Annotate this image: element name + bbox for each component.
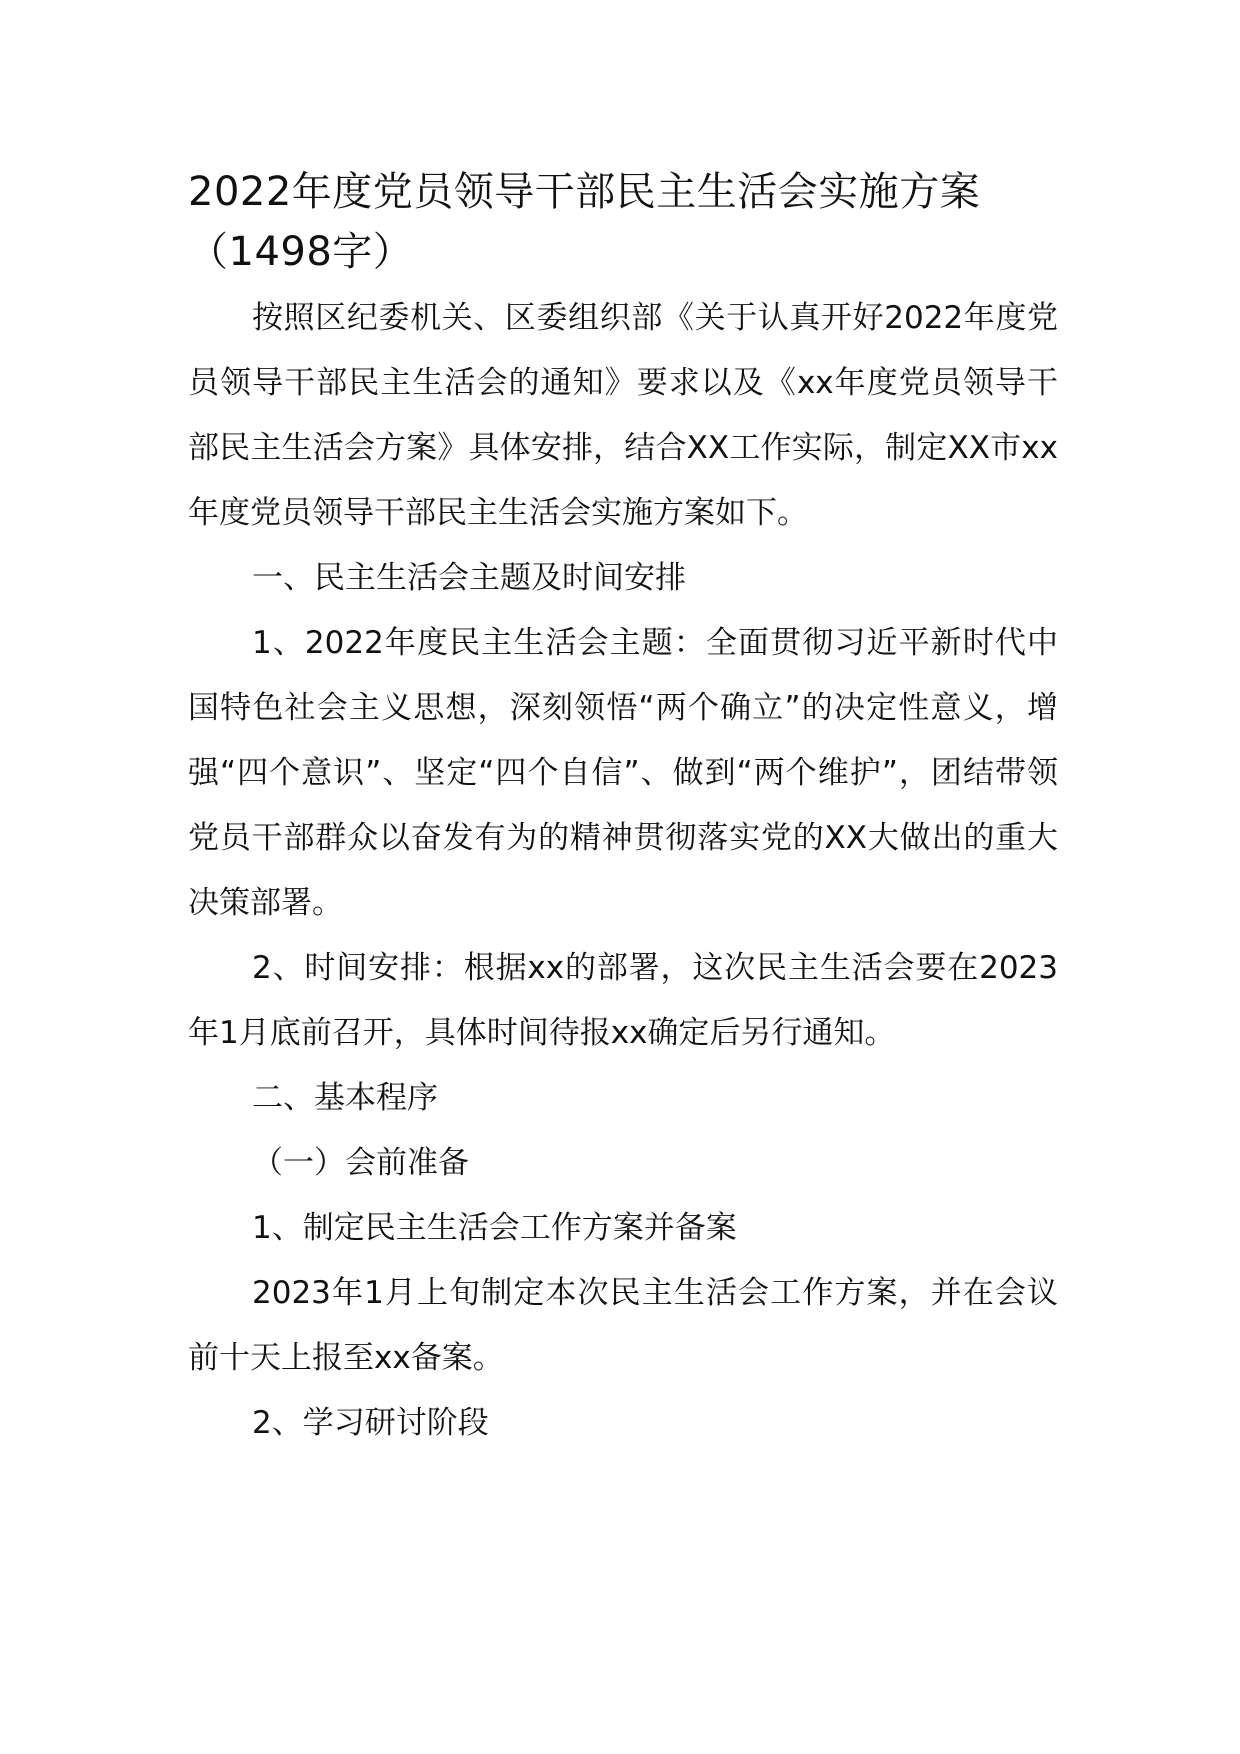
- section-heading-2: 二、基本程序: [252, 1080, 438, 1116]
- schedule-paragraph: 2、时间安排：根据xx的部署，这次民主生活会要在2023年1月底前召开，具体时间待报xx确定后另行通知。: [188, 950, 1058, 1051]
- section-heading-1: 一、民主生活会主题及时间安排: [252, 560, 686, 596]
- item-heading-2: 2、学习研讨阶段: [252, 1405, 489, 1441]
- item-paragraph-1: 2023年1月上旬制定本次民主生活会工作方案，并在会议前十天上报至xx备案。: [188, 1275, 1058, 1376]
- subsection-heading-1: （一）会前准备: [252, 1145, 469, 1181]
- document-title: 2022年度党员领导干部民主生活会实施方案（1498字）: [188, 169, 981, 275]
- document-body: [188, 162, 1058, 1456]
- item-heading-1: 1、制定民主生活会工作方案并备案: [252, 1210, 737, 1246]
- theme-paragraph: 1、2022年度民主生活会主题：全面贯彻习近平新时代中国特色社会主义思想，深刻领悟“两个确立”的决定性意义，增强“四个意识”、坚定“四个自信”、做到“两个维护”，团结带领党员干部群众以奋发有为的精神贯彻落实党的XX大做出的重大决策部署。: [188, 625, 1058, 921]
- intro-paragraph: 按照区纪委机关、区委组织部《关于认真开好2022年度党员领导干部民主生活会的通知》要求以及《xx年度党员领导干部民主生活会方案》具体安排，结合XX工作实际，制定XX市xx年度党员领导干部民主生活会实施方案如下。: [188, 300, 1058, 531]
